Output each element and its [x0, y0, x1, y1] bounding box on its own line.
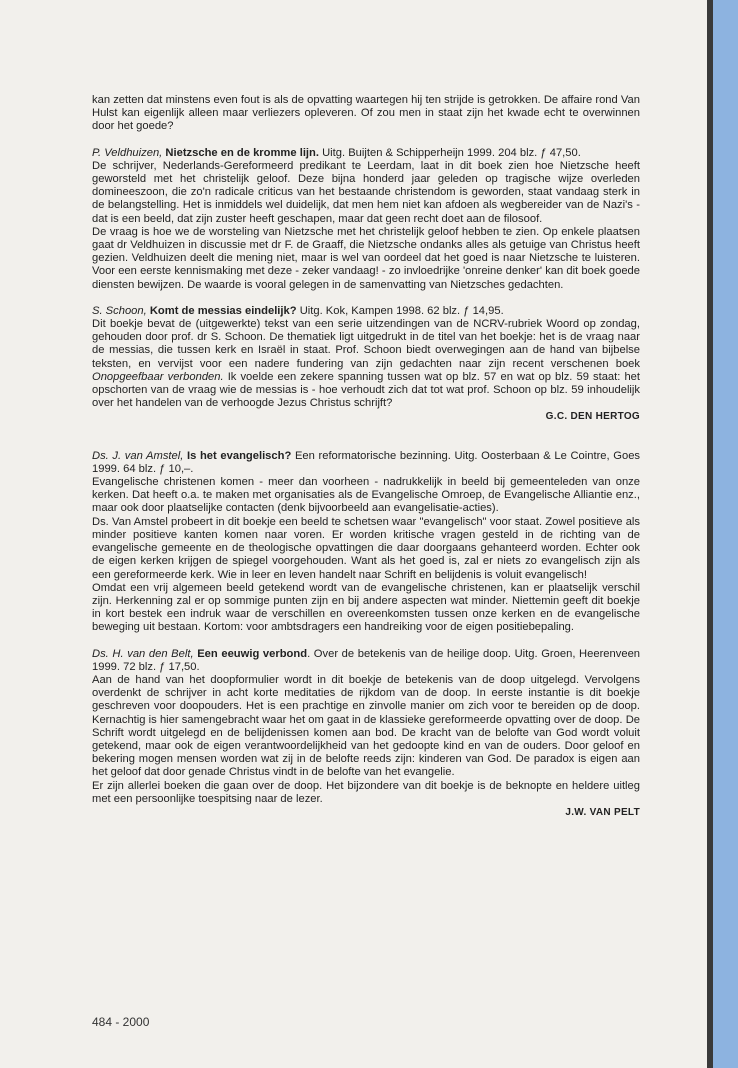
review-details: Uitg. Buijten & Schipperheijn 1999. 204 blz. ƒ 47,50. [322, 146, 581, 159]
article-body [92, 94, 640, 819]
review-text: Ik voelde een zekere spanning tussen wat op blz. 57 en wat op blz. 59 staat: het opschorten van de vraag wie de messias is - hoe verhoudt zich dat tot wat prof. Schoon op blz. 59 inhoudelijk over het handelen van de verhoogde Jezus Christus schrijft? [92, 370, 641, 410]
scan-background [713, 0, 738, 1068]
review-author: Ds. J. van Amstel, [92, 449, 184, 462]
review-author: P. Veldhuizen, [92, 146, 163, 159]
review-paragraph: Ds. Van Amstel probeert in dit boekje een beeld te schetsen waar "evangelisch" voor staat. Zowel positieve als minder positieve kanten komen naar voren. Er worden kritische vragen gesteld in de richting van de evangelische gemeente en de theologische opvattingen die daar doorgaans gehanteerd worden. Echter ook de eigen kerken krijgen de spiegel voorgehouden. Want als het goed is, zal er niets zo evangelisch zijn als een gereformeerde kerk. Wie in leer en leven handelt naar Schrift en belijdenis is voluit evangelisch! [92, 515, 640, 581]
review-paragraph: De vraag is hoe we de worsteling van Nietzsche met het christelijk geloof hebben te zien. Op enkele plaatsen gaat dr Veldhuizen in discussie met dr F. de Graaff, die Nietzsche ondanks alles als getuige van Christus heeft gezien. Veldhuizen deelt die mening niet, maar is wel van oordeel dat het goed is naar Nietzsche te luisteren. Voor een eerste kennismaking met deze - zeker vandaag! - zo invloedrijke 'onreine denker' kan dit boek goede diensten bewijzen. De waarde is vooral gelegen in de samenvatting van Nietzsches gedachten. [92, 225, 640, 291]
review-paragraph: Omdat een vrij algemeen beeld getekend wordt van de evangelische christenen, kan er plaatselijk verschil zijn. Herkenning zal er op sommige punten zijn en bij andere aspecten wat minder. Niettemin geeft dit boekje in kort bestek een indruk waar de verschillen en overeenkomsten tussen onze kerken en de evangelische beweging uit bestaan. Kortom: voor ambtsdragers een handreiking voor de eigen positiebepaling. [92, 581, 640, 634]
review-details: . Over de betekenis van de heilige doop. Uitg. Groen, Heerenveen 1999. 72 blz. ƒ 17,50. [92, 647, 641, 673]
review-paragraph [92, 318, 640, 410]
review-heading [92, 648, 640, 674]
reviewer-signature: J.W. VAN PELT [565, 806, 640, 818]
review-details: Uitg. Kok, Kampen 1998. 62 blz. ƒ 14,95. [299, 304, 504, 317]
review-paragraph: De schrijver, Nederlands-Gereformeerd predikant te Leerdam, laat in dit boek zien hoe Nietzsche heeft geworsteld met het christelijk geloof. Deze bijna honderd jaar geleden op tragische wijze overleden domineeszoon, die zo'n radicale criticus van het bestaande christendom is geworden, staat vandaag sterk in de belangstelling. Het is inmiddels wel duidelijk, dat men hem niet kan afdoen als wegbereider van de Nazi's - dat is een beeld, dat zijn zuster heeft geschapen, maar dat geen recht doet aan de filosoof. [92, 159, 640, 225]
review-heading [92, 450, 640, 476]
review-title: Is het evangelisch? [187, 449, 292, 462]
page-number: 484 - 2000 [92, 1015, 150, 1029]
intro-paragraph: kan zetten dat minstens even fout is als de opvatting waartegen hij ten strijde is getrokken. De affaire rond Van Hulst kan eigenlijk alleen maar verliezers opleveren. Of zou men in staat zijn het kwade echt te overwinnen door het goede? [92, 94, 640, 133]
review-paragraph: Er zijn allerlei boeken die gaan over de doop. Het bijzondere van dit boekje is de beknopte en heldere uitleg met een persoonlijke toespitsing naar de lezer. [92, 779, 640, 805]
review-author: S. Schoon, [92, 304, 147, 317]
review-title: Nietzsche en de kromme lijn. [165, 146, 319, 159]
review-heading [92, 147, 640, 160]
review-paragraph: Aan de hand van het doopformulier wordt in dit boekje de betekenis van de doop uitgelegd. Vervolgens overdenkt de schrijver in acht korte meditaties de rijkdom van de doop. In eerste instantie is dit boekje geschreven voor doopouders. Het is een prachtige en zinvolle manier om zich voor te bereiden op de doop. Kernachtig is hier samengebracht waar het om gaat in de klassieke gereformeerde opvatting over de doop. De Schrift wordt uitgelegd en de belijdenissen komen aan bod. De kracht van de belofte van God wordt voluit getekend, maar ook de eigen verantwoordelijkheid van het gedoopte kind en van de ouders. Door geloof en bekering mogen mensen worden wat zij in de belofte reeds zijn: kinderen van God. De paradox is eigen aan het geloof dat door genade Christus vindt in de belofte van het evangelie. [92, 673, 640, 779]
review-paragraph: Evangelische christenen komen - meer dan voorheen - nadrukkelijk in beeld bij gemeenteleden van onze kerken. Dat heeft o.a. te maken met organisaties als de Evangelische Omroep, de Evangelische Alliantie enz., maar ook door plaatselijke contacten (denk bijvoorbeeld aan evangelisatie-acties). [92, 476, 640, 515]
reviewer-signature: G.C. DEN HERTOG [545, 411, 640, 423]
review-text: Dit boekje bevat de (uitgewerkte) tekst van een serie uitzendingen van de NCRV-rubriek Woord op zondag, gehouden door prof. dr S. Schoon. De thematiek ligt uitgedrukt in de titel van het boekje: het is de vraag naar de messias, die tussen kerk en Israël in staat. Prof. Schoon biedt overwegingen aan de hand van bijbelse teksten, en vervijst voor een nadere fundering van zijn gedachten naar zijn recent verschenen boek [92, 318, 640, 370]
review-title: Komt de messias eindelijk? [149, 304, 297, 317]
review-heading [92, 305, 640, 318]
review-author: Ds. H. van den Belt, [92, 647, 194, 660]
review-details: Een reformatorische bezinning. Uitg. Oosterbaan & Le Cointre, Goes 1999. 64 blz. ƒ 10,–. [92, 449, 641, 475]
review-title: Een eeuwig verbond [197, 647, 308, 660]
book-reference: Onopgeefbaar verbonden. [92, 370, 224, 383]
